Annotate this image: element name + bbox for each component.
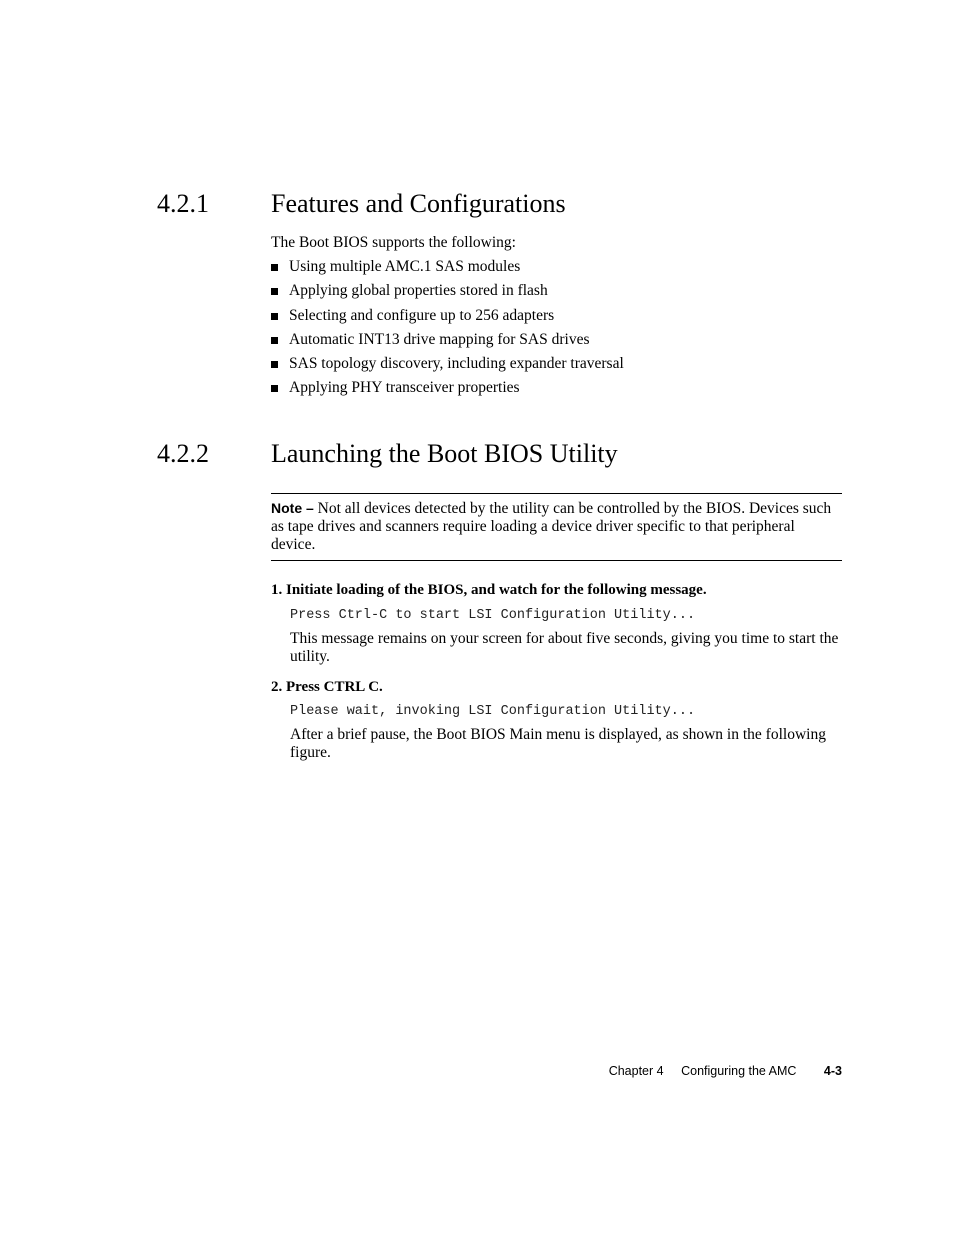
section-title: Launching the Boot BIOS Utility xyxy=(271,439,618,468)
list-item xyxy=(271,355,841,379)
bullet-square-icon xyxy=(271,313,278,320)
page-footer xyxy=(609,1063,842,1079)
note-label: Note – xyxy=(271,500,314,516)
step-text: Press CTRL C. xyxy=(286,679,383,695)
list-item xyxy=(271,258,841,282)
list-item-text: SAS topology discovery, including expander traversal xyxy=(289,355,624,373)
step-number: 1. xyxy=(271,582,283,598)
bullet-square-icon xyxy=(271,264,278,271)
step-2-instruction xyxy=(271,678,841,696)
list-item xyxy=(271,379,841,403)
footer-chapter-title: Configuring the AMC xyxy=(681,1064,797,1078)
note-text: Not all devices detected by the utility can be controlled by the BIOS. Devices such as tape drives and scanners require loading a device driver specific to that peripheral device. xyxy=(271,500,832,553)
section-title: Features and Configurations xyxy=(271,189,566,218)
bullet-square-icon xyxy=(271,337,278,344)
bullet-square-icon xyxy=(271,385,278,392)
list-item-text: Applying PHY transceiver properties xyxy=(289,379,520,397)
list-item xyxy=(271,307,841,331)
list-item-text: Using multiple AMC.1 SAS modules xyxy=(289,258,521,275)
list-item xyxy=(271,331,841,355)
step-1-instruction xyxy=(271,581,841,599)
note-bottom-rule xyxy=(271,560,842,561)
note-top-rule xyxy=(271,493,842,494)
footer-page-number: 4-3 xyxy=(823,1064,842,1078)
step-1-code: Press Ctrl-C to start LSI Configuration Utility... xyxy=(290,608,696,623)
list-item-text: Selecting and configure up to 256 adapters xyxy=(289,306,555,324)
intro-text: The Boot BIOS supports the following: xyxy=(271,234,516,251)
step-2-code: Please wait, invoking LSI Configuration Utility... xyxy=(290,704,696,719)
note-box xyxy=(271,499,842,554)
list-item xyxy=(271,282,841,306)
list-item-text: Automatic INT13 drive mapping for SAS drives xyxy=(289,330,590,348)
section-number: 4.2.2 xyxy=(157,439,209,468)
step-2-result: After a brief pause, the Boot BIOS Main menu is displayed, as shown in the following figure. xyxy=(290,726,826,761)
bullet-square-icon xyxy=(271,361,278,368)
bullet-square-icon xyxy=(271,288,278,295)
list-item-text: Applying global properties stored in flash xyxy=(289,282,548,300)
step-1-result: This message remains on your screen for about five seconds, giving you time to start the utility. xyxy=(290,630,839,665)
footer-chapter: Chapter 4 xyxy=(608,1064,664,1078)
feature-list xyxy=(271,258,841,404)
section-number: 4.2.1 xyxy=(157,189,209,218)
step-text: Initiate loading of the BIOS, and watch for the following message. xyxy=(286,582,707,598)
step-number: 2. xyxy=(271,679,283,695)
